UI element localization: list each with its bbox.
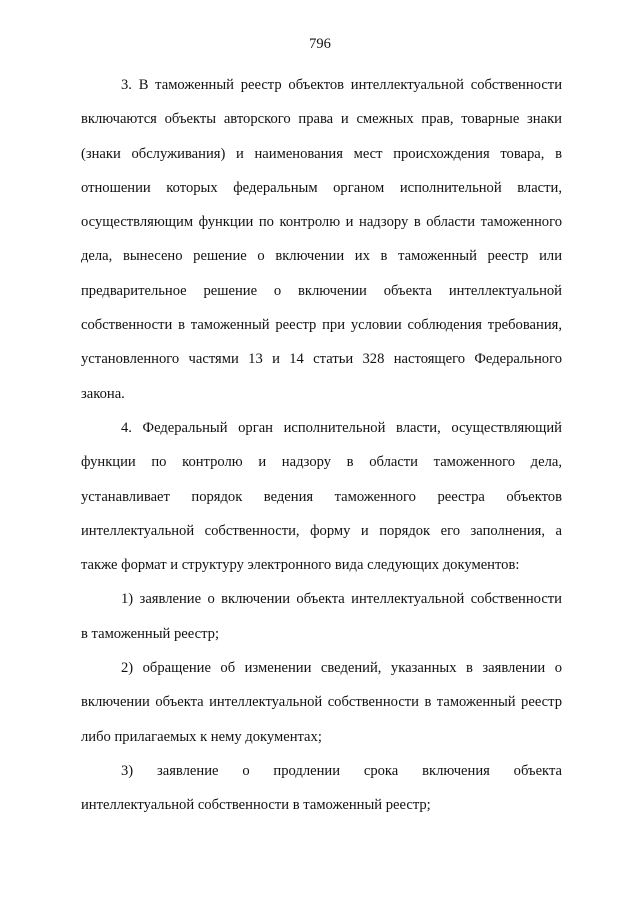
text-line: интеллектуальной собственности, форму и порядок его заполнения, а [81,522,562,539]
text-line: собственности в таможенный реестр при условии соблюдения требования, [81,317,562,334]
text-line: 1) заявление о включении объекта интеллектуальной собственности [121,591,562,608]
text-line: закона. [81,385,125,402]
text-line: либо прилагаемых к нему документах; [81,728,322,745]
list-item-1 [81,582,562,651]
text-line: 4. Федеральный орган исполнительной власти, осуществляющий [121,419,562,436]
text-line: 3. В таможенный реестр объектов интеллектуальной собственности [121,77,562,93]
text-line: также формат и структуру электронного вида следующих документов: [81,557,520,574]
text-line: (знаки обслуживания) и наименования мест происхождения товара, в [81,145,562,162]
paragraph-3 [81,68,562,411]
text-line: интеллектуальной собственности в таможенный реестр; [81,797,431,814]
text-line: устанавливает порядок ведения таможенного реестра объектов [81,488,562,505]
paragraph-4 [81,411,562,582]
list-item-3 [81,754,562,823]
page-number: 796 [309,36,331,52]
text-line: включаются объекты авторского права и смежных прав, товарные знаки [81,111,562,128]
list-item-2 [81,651,562,754]
text-line: 2) обращение об изменении сведений, указанных в заявлении о [121,660,562,677]
text-line: осуществляющим функции по контролю и надзору в области таможенного [81,214,562,231]
text-line: функции по контролю и надзору в области таможенного дела, [81,454,562,471]
text-line: включении объекта интеллектуальной собственности в таможенный реестр [81,694,562,711]
text-line: отношении которых федеральным органом исполнительной власти, [81,179,562,196]
text-line: предварительное решение о включении объекта интеллектуальной [81,282,562,299]
text-line: 3) заявление о продлении срока включения объекта [121,762,562,779]
text-line: установленного частями 13 и 14 статьи 328 настоящего Федерального [81,351,562,368]
document-body [81,68,562,823]
text-line: дела, вынесено решение о включении их в таможенный реестр или [81,248,562,265]
text-line: в таможенный реестр; [81,625,219,642]
